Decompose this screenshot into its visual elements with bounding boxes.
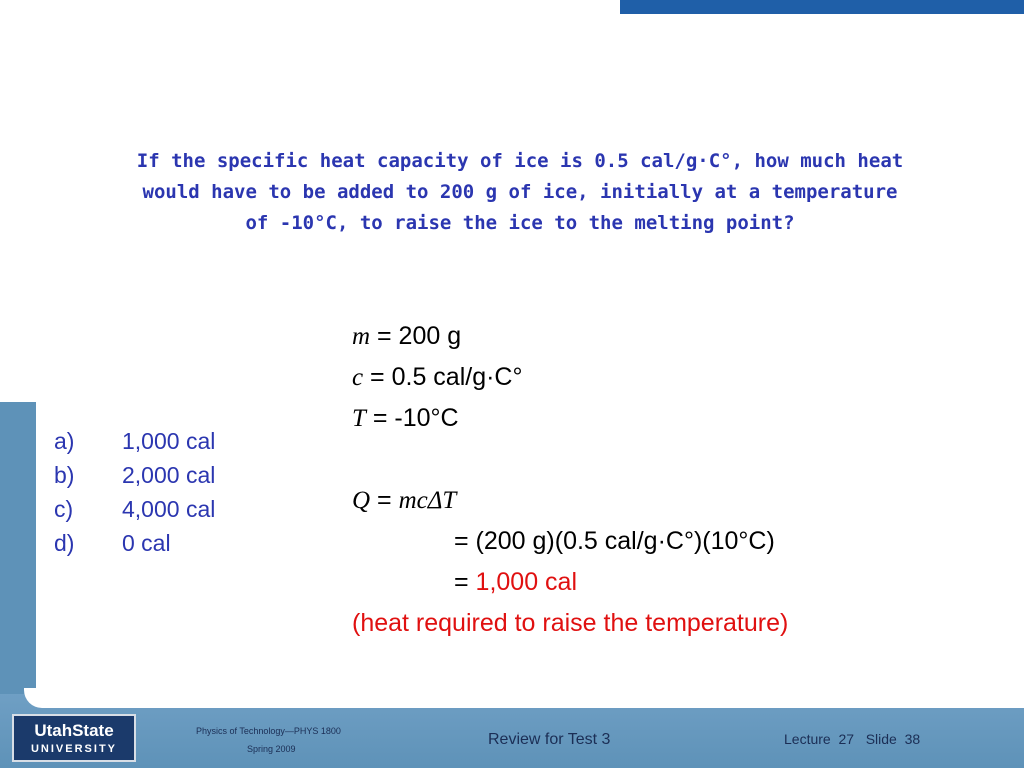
specific-heat-value: = 0.5 cal/g·C° xyxy=(363,363,523,391)
choice-c xyxy=(54,492,215,526)
mass-variable: m xyxy=(352,323,371,350)
question-line: If the specific heat capacity of ice is 0.5 cal/g·C°, how much heat xyxy=(136,150,904,172)
choice-letter: a) xyxy=(54,428,75,454)
university-logo xyxy=(12,714,136,762)
choice-letter: b) xyxy=(54,462,75,488)
heat-formula xyxy=(352,480,788,521)
choice-letter: d) xyxy=(54,530,75,556)
heat-variable: Q xyxy=(352,487,371,514)
footer-course: Physics of Technology—PHYS 1800 xyxy=(196,726,341,736)
choice-b xyxy=(54,458,215,492)
logo-wordmark: UtahState xyxy=(34,721,114,740)
result-equals: = xyxy=(454,568,476,596)
choice-text: 0 cal xyxy=(122,530,171,556)
choice-text: 2,000 cal xyxy=(122,462,216,488)
mass-value: = 200 g xyxy=(370,322,462,350)
calculation-result xyxy=(352,562,788,603)
answer-choices xyxy=(54,424,215,560)
choice-text: 4,000 cal xyxy=(122,496,216,522)
temperature-value: = -10°C xyxy=(365,404,459,432)
logo-subtext: UNIVERSITY xyxy=(30,743,117,755)
solution-block xyxy=(352,316,788,644)
choice-a xyxy=(54,424,215,458)
footer-title: Review for Test 3 xyxy=(488,731,611,748)
result-value: 1,000 cal xyxy=(475,568,578,596)
question-text xyxy=(90,146,950,239)
choice-letter: c) xyxy=(54,496,74,522)
choice-d xyxy=(54,526,215,560)
choice-text: 1,000 cal xyxy=(122,428,216,454)
question-line: of -10°C, to raise the ice to the melting point? xyxy=(245,212,795,234)
footer-slide-number: Lecture 27 Slide 38 xyxy=(784,731,921,747)
question-line: would have to be added to 200 g of ice, initially at a temperature xyxy=(142,181,898,203)
specific-heat-variable: c xyxy=(352,364,364,391)
formula-expression: mcΔT xyxy=(398,487,457,514)
temperature-variable: T xyxy=(352,405,366,432)
spacer xyxy=(352,439,788,480)
solution-note: (heat required to raise the temperature) xyxy=(352,609,789,637)
given-mass xyxy=(352,316,788,357)
left-side-band xyxy=(0,402,36,710)
footer-term: Spring 2009 xyxy=(247,744,296,754)
top-accent-bar xyxy=(620,0,1024,14)
footer-curve xyxy=(24,688,1024,708)
formula-equals: = xyxy=(370,486,399,514)
calculation-step: = (200 g)(0.5 cal/g·C°)(10°C) xyxy=(454,527,775,555)
given-specific-heat xyxy=(352,357,788,398)
given-temperature xyxy=(352,398,788,439)
